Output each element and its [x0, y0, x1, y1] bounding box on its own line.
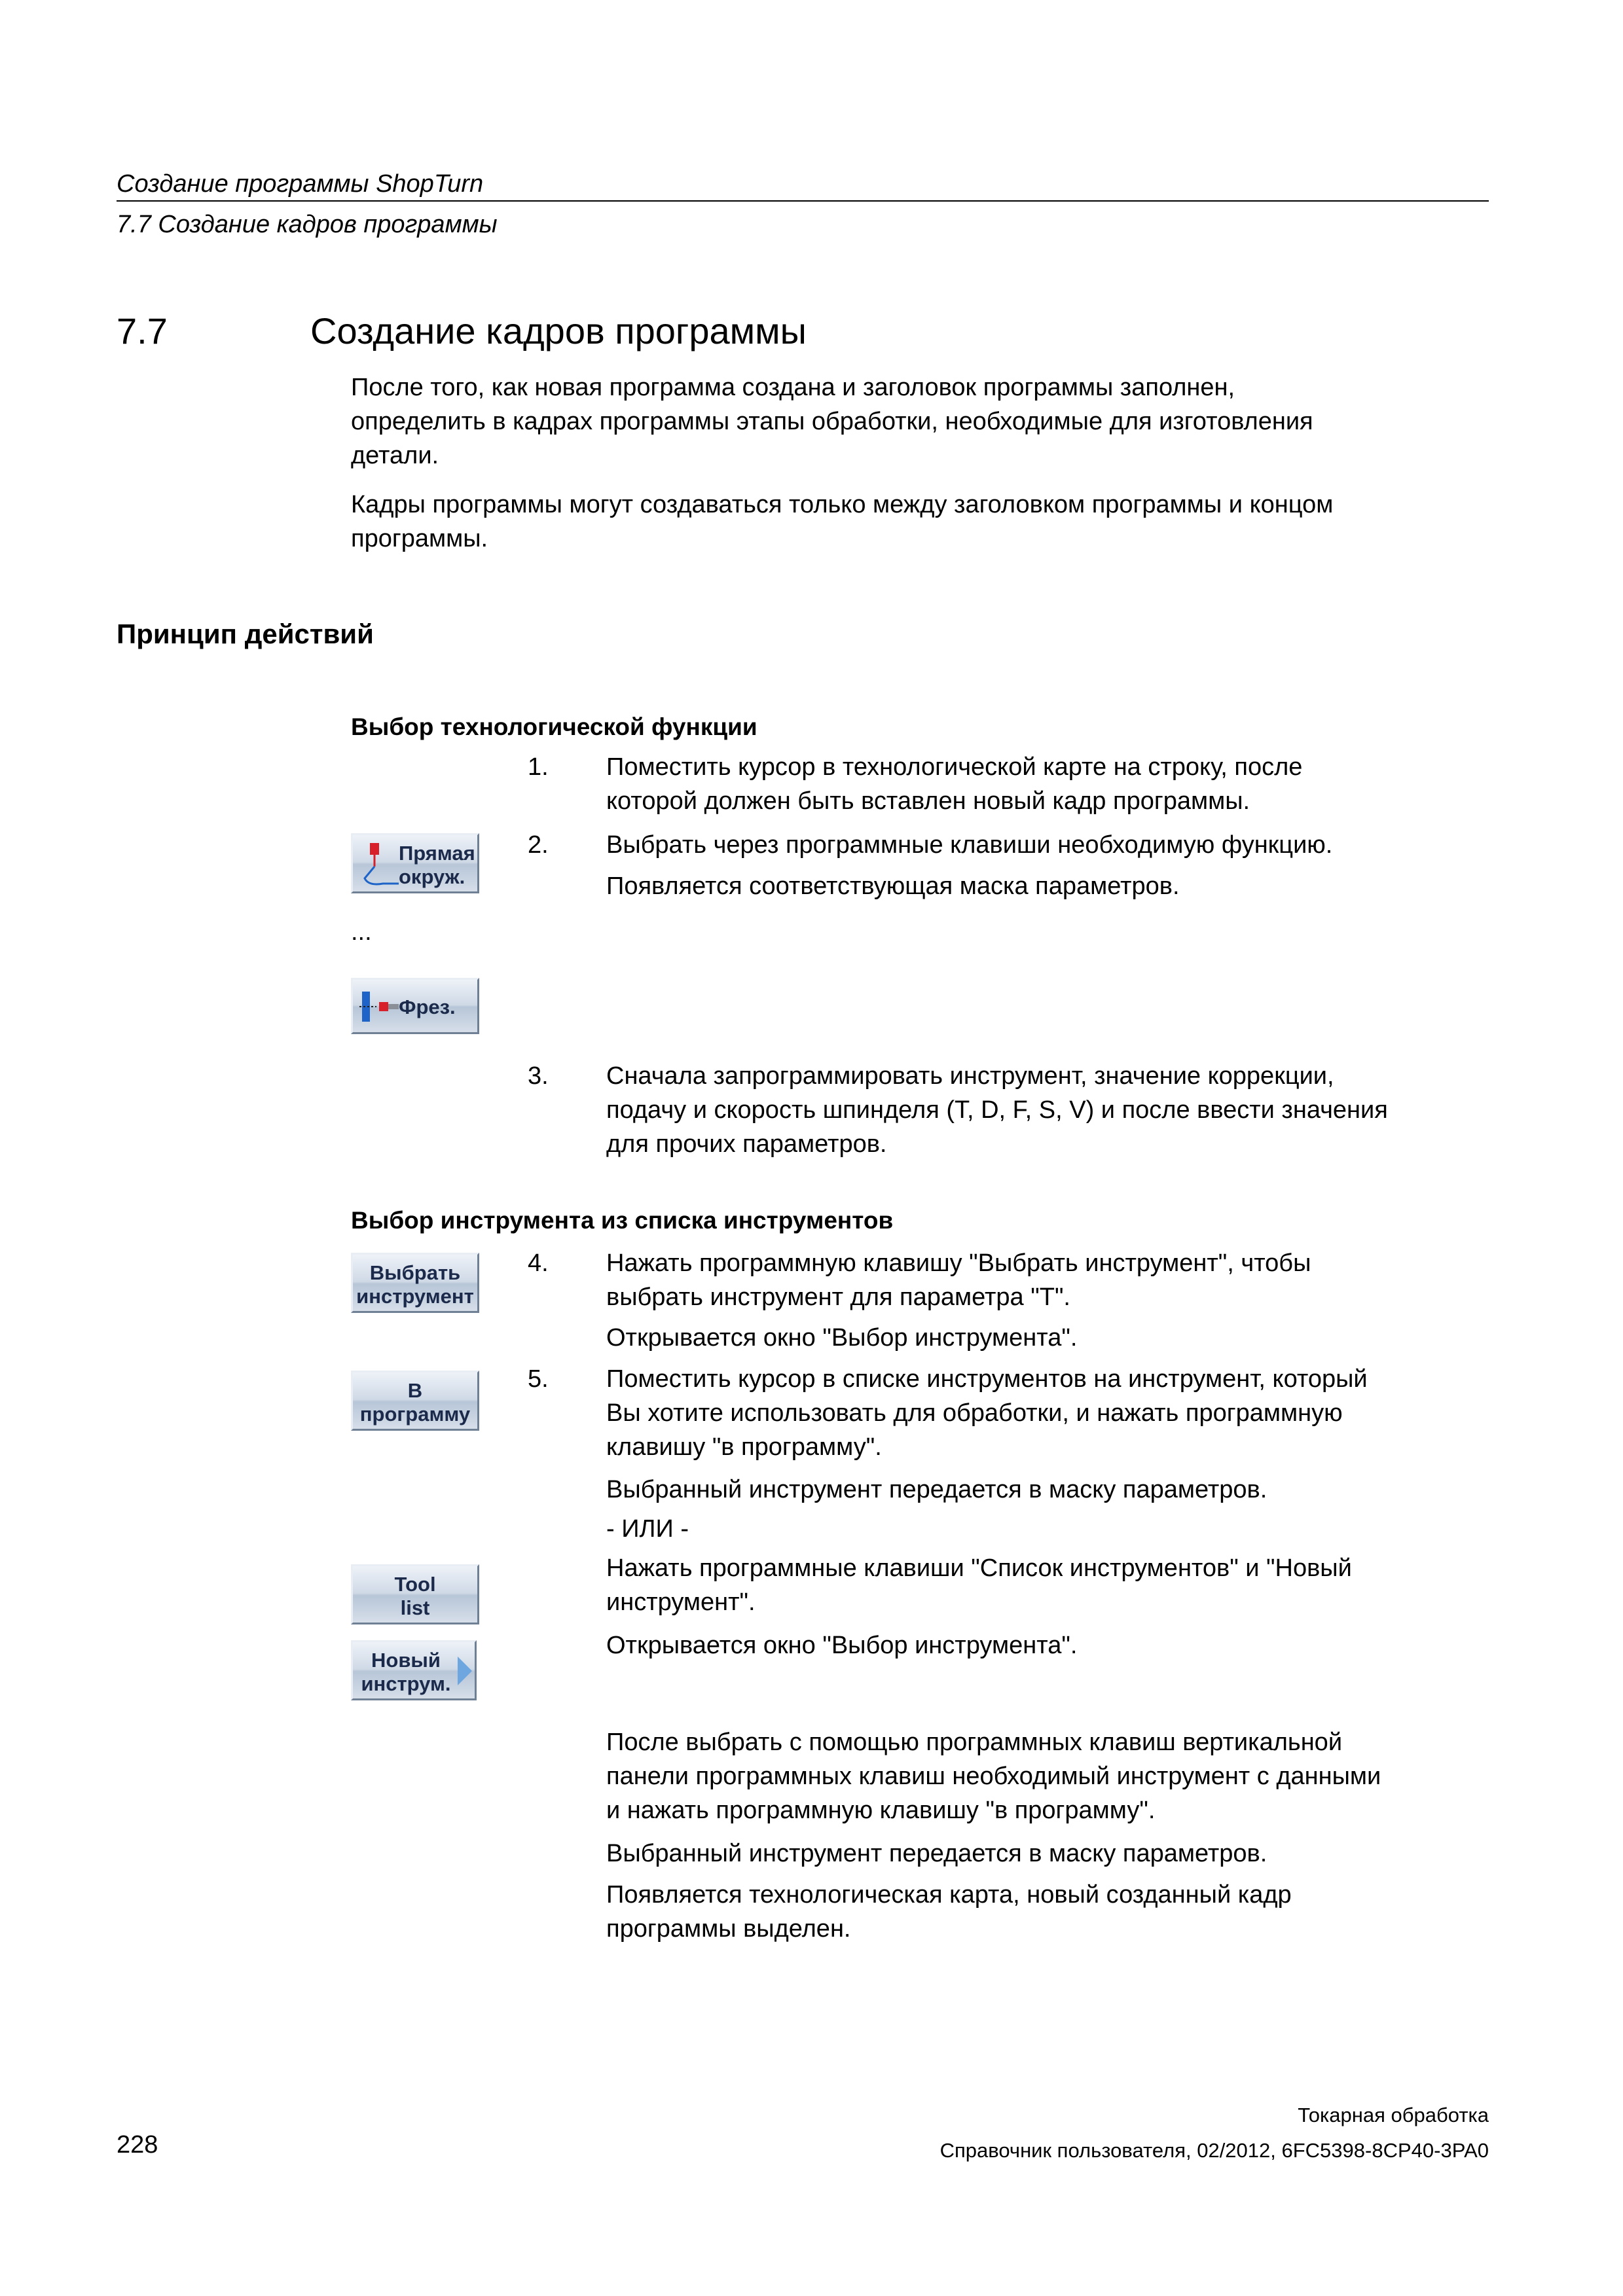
running-header-section: 7.7 Создание кадров программы	[117, 211, 498, 238]
intro-p1-line-1: После того, как новая программа создана и заголовок программы заполнен,	[351, 374, 1235, 401]
step-5-line-3: клавишу "в программу".	[606, 1433, 882, 1461]
step-result-text	[606, 869, 1497, 903]
alt-step-line-1: Нажать программные клавиши "Список инструментов" и "Новый	[606, 1554, 1352, 1582]
softkey-label	[353, 1261, 477, 1308]
tool-list-softkey[interactable]	[351, 1564, 479, 1624]
intro-paragraph-1	[351, 370, 1497, 473]
softkey-label-line-2: окруж.	[399, 865, 465, 888]
alt-result-line-1: Открывается окно "Выбор инструмента".	[606, 1632, 1078, 1659]
softkey-label-line-1: Tool	[394, 1573, 436, 1596]
step-text	[606, 828, 1497, 862]
submenu-arrow-icon	[456, 1655, 473, 1687]
header-rule	[117, 200, 1489, 202]
final-result-line-1: Появляется технологическая карта, новый созданный кадр	[606, 1881, 1292, 1909]
footer-product: Токарная обработка	[1298, 2104, 1489, 2126]
running-header-chapter: Создание программы ShopTurn	[117, 170, 484, 198]
section-number: 7.7	[117, 310, 168, 351]
step-text	[606, 1362, 1497, 1464]
step-5-result-line-1: Выбранный инструмент передается в маску параметров.	[606, 1476, 1267, 1503]
step-4-result-line-1: Открывается окно "Выбор инструмента".	[606, 1324, 1078, 1352]
footer-document-id: Справочник пользователя, 02/2012, 6FC5398-8CP40-3PA0	[939, 2139, 1489, 2162]
straight-circle-softkey[interactable]	[351, 833, 479, 893]
result-line-1: Выбранный инструмент передается в маску параметров.	[606, 1840, 1267, 1867]
step-text	[606, 1059, 1497, 1161]
step-text	[606, 1246, 1497, 1314]
step-number: 4.	[528, 1249, 549, 1277]
intro-p2-line-2: программы.	[351, 525, 488, 552]
after-step-line-1: После выбрать с помощью программных клавиш вертикальной	[606, 1729, 1343, 1756]
select-tool-softkey[interactable]	[351, 1253, 479, 1313]
step-2-line-1: Выбрать через программные клавиши необходимую функцию.	[606, 831, 1333, 859]
step-number: 1.	[528, 753, 549, 781]
softkey-label	[353, 1573, 477, 1620]
or-separator	[606, 1512, 1497, 1546]
step-3-line-1: Сначала запрограммировать инструмент, значение коррекции,	[606, 1062, 1334, 1090]
step-4-line-2: выбрать инструмент для параметра "T".	[606, 1283, 1070, 1311]
alt-step-line-2: инструмент".	[606, 1588, 756, 1616]
intro-paragraph-2	[351, 488, 1497, 556]
step-text	[606, 750, 1497, 818]
intro-p1-line-2: определить в кадрах программы этапы обработки, необходимые для изготовления	[351, 408, 1313, 435]
ellipsis: ...	[351, 918, 372, 946]
softkey-label-line-2: инструмент	[356, 1285, 474, 1308]
step-result-text	[606, 1628, 1497, 1662]
softkey-label	[353, 1379, 477, 1426]
final-result-line-2: программы выделен.	[606, 1915, 851, 1943]
softkey-label	[399, 996, 477, 1019]
subheading-tech-function: Выбор технологической функции	[351, 713, 757, 740]
after-step-line-3: и нажать программную клавишу "в программу".	[606, 1797, 1156, 1824]
softkey-label	[353, 1649, 459, 1696]
step-1-line-1: Поместить курсор в технологической карте на строку, после	[606, 753, 1303, 781]
principle-heading: Принцип действий	[117, 619, 374, 649]
softkey-label-line-1: Фрез.	[399, 996, 456, 1018]
step-result-text	[606, 1321, 1497, 1355]
step-2-result-line-1: Появляется соответствующая маска параметров.	[606, 872, 1180, 900]
step-result-text	[606, 1878, 1497, 1946]
step-number: 3.	[528, 1062, 549, 1090]
softkey-label-line-1: Прямая	[399, 842, 475, 865]
softkey-label-line-2: инструм.	[361, 1672, 451, 1695]
after-step-line-2: панели программных клавиш необходимый инструмент с данными	[606, 1763, 1381, 1790]
page-number: 228	[117, 2131, 158, 2159]
subheading-tool-list: Выбор инструмента из списка инструментов	[351, 1207, 894, 1234]
step-result-text	[606, 1473, 1497, 1507]
intro-p2-line-1: Кадры программы могут создаваться только между заголовком программы и концом	[351, 491, 1334, 518]
or-separator-text: - ИЛИ -	[606, 1515, 689, 1543]
step-number: 5.	[528, 1365, 549, 1393]
softkey-label	[399, 842, 477, 889]
step-5-line-1: Поместить курсор в списке инструментов на инструмент, который	[606, 1365, 1368, 1393]
step-3-line-3: для прочих параметров.	[606, 1130, 887, 1158]
softkey-label-line-1: Выбрать	[369, 1261, 461, 1284]
step-result-text	[606, 1837, 1497, 1871]
step-number: 2.	[528, 831, 549, 859]
step-3-line-2: подачу и скорость шпинделя (T, D, F, S, V) и после ввести значения	[606, 1096, 1388, 1124]
softkey-label-line-1: В	[407, 1379, 423, 1402]
softkey-label-line-1: Новый	[371, 1649, 441, 1672]
step-5-line-2: Вы хотите использовать для обработки, и нажать программную	[606, 1399, 1343, 1427]
step-1-line-2: которой должен быть вставлен новый кадр программы.	[606, 787, 1250, 815]
step-text	[606, 1725, 1497, 1827]
softkey-label-line-2: программу	[359, 1403, 471, 1426]
alt-step-text	[606, 1551, 1497, 1619]
new-tool-softkey[interactable]	[351, 1640, 477, 1700]
step-4-line-1: Нажать программную клавишу "Выбрать инструмент", чтобы	[606, 1249, 1311, 1277]
milling-icon	[357, 986, 400, 1027]
straight-circle-icon	[357, 840, 400, 889]
milling-softkey[interactable]	[351, 978, 479, 1034]
softkey-label-line-2: list	[400, 1596, 430, 1619]
to-program-softkey[interactable]	[351, 1371, 479, 1431]
section-title: Создание кадров программы	[310, 310, 807, 351]
intro-p1-line-3: детали.	[351, 442, 439, 469]
